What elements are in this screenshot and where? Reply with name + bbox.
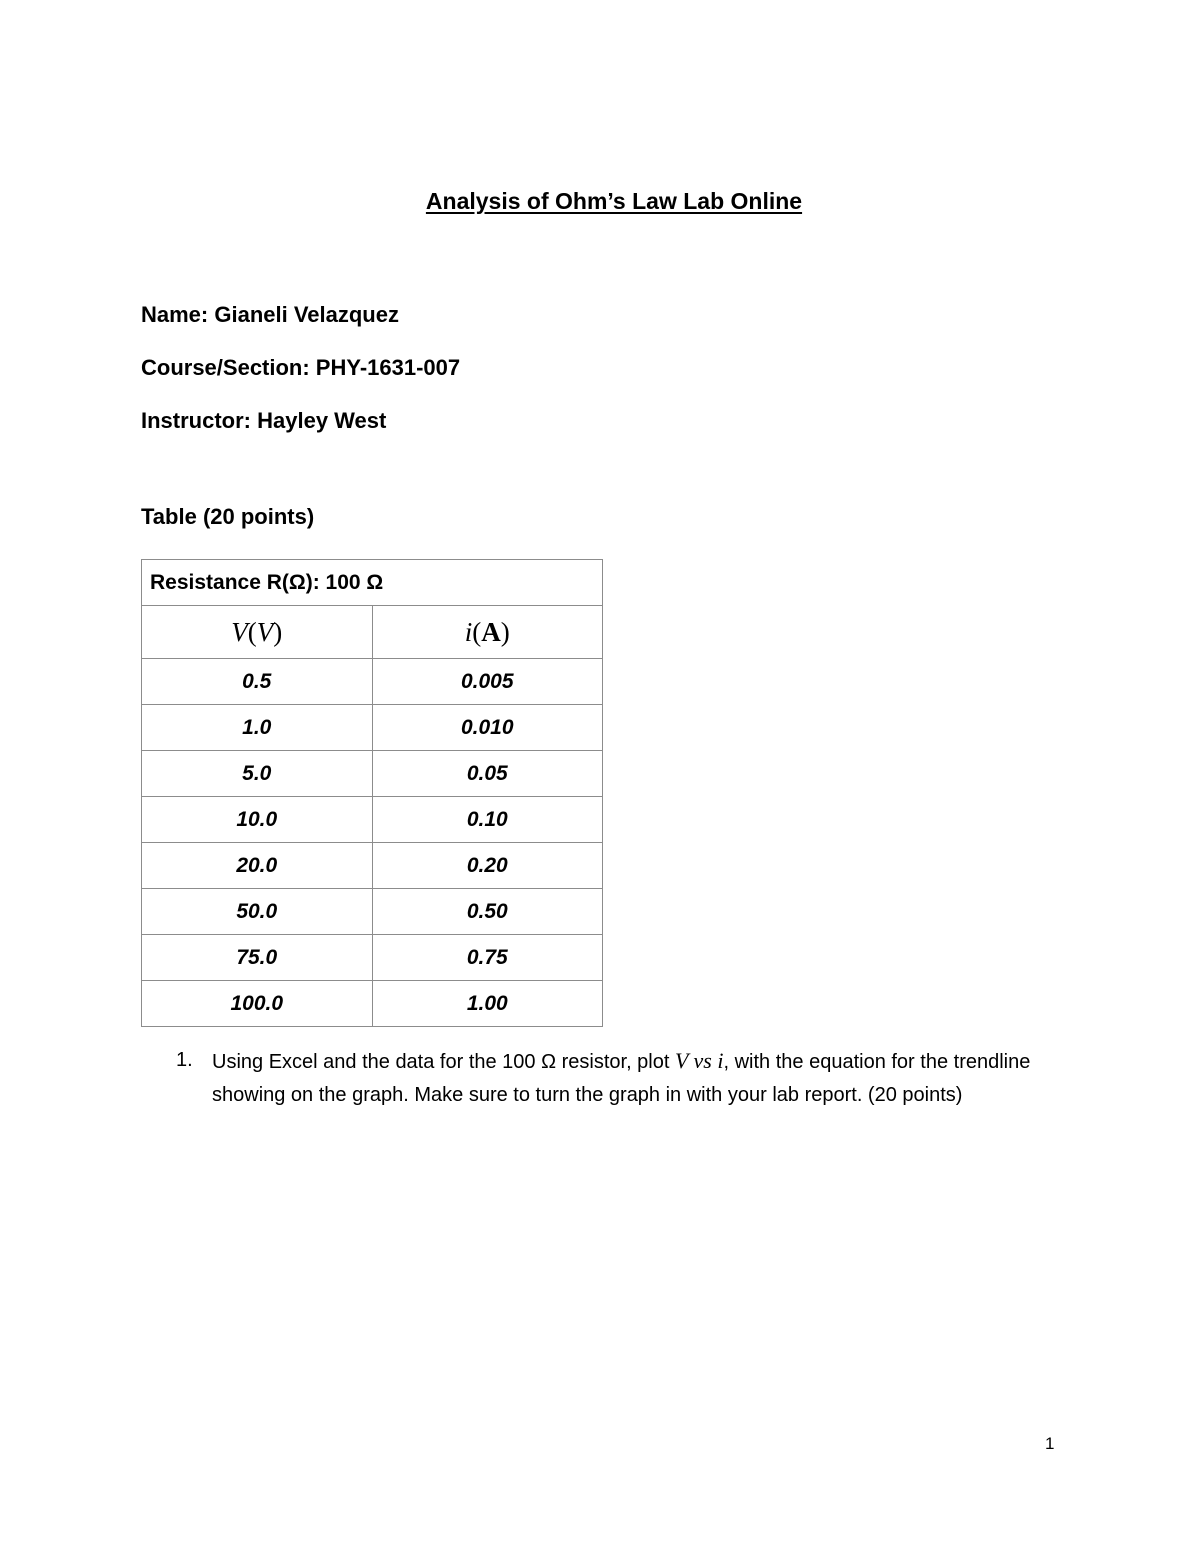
voltage-cell: 100.0 bbox=[142, 981, 373, 1027]
table-row bbox=[142, 981, 603, 1027]
student-name: Name: Gianeli Velazquez bbox=[141, 302, 399, 327]
voltage-cell: 10.0 bbox=[142, 797, 373, 843]
table-heading: Table (20 points) bbox=[141, 504, 315, 529]
current-cell: 0.010 bbox=[372, 705, 603, 751]
voltage-cell: 1.0 bbox=[142, 705, 373, 751]
course-section: Course/Section: PHY-1631-007 bbox=[141, 355, 461, 380]
resistance-row bbox=[142, 560, 603, 606]
current-cell: 0.10 bbox=[372, 797, 603, 843]
page-title: Analysis of Ohm’s Law Lab Online bbox=[425, 188, 803, 214]
voltage-cell: 20.0 bbox=[142, 843, 373, 889]
table-row bbox=[142, 705, 603, 751]
question-text bbox=[212, 1044, 1076, 1112]
column-header-row bbox=[142, 606, 603, 659]
resistance-label: Resistance R(Ω): 100 Ω bbox=[142, 560, 603, 606]
current-cell: 1.00 bbox=[372, 981, 603, 1027]
instructor-name: Instructor: Hayley West bbox=[141, 408, 387, 433]
question-text-before: Using Excel and the data for the 100 Ω resistor, plot bbox=[212, 1051, 675, 1073]
current-cell: 0.50 bbox=[372, 889, 603, 935]
table-row bbox=[142, 843, 603, 889]
current-cell: 0.05 bbox=[372, 751, 603, 797]
voltage-unit: V bbox=[256, 616, 274, 647]
current-unit: A bbox=[481, 616, 501, 647]
voltage-cell: 5.0 bbox=[142, 751, 373, 797]
question-math: V vs i bbox=[675, 1048, 724, 1073]
voltage-cell: 75.0 bbox=[142, 935, 373, 981]
question-number: 1. bbox=[176, 1049, 193, 1071]
current-cell: 0.005 bbox=[372, 659, 603, 705]
table-row bbox=[142, 935, 603, 981]
table-row bbox=[142, 797, 603, 843]
table-row bbox=[142, 889, 603, 935]
data-table bbox=[141, 559, 603, 1027]
question-1 bbox=[176, 1044, 1076, 1112]
question-text-after: , with the equation for the trendline showing on the graph. Make sure to turn the graph in with your lab report. (20 points) bbox=[212, 1051, 1031, 1106]
current-cell: 0.75 bbox=[372, 935, 603, 981]
table-row bbox=[142, 751, 603, 797]
current-cell: 0.20 bbox=[372, 843, 603, 889]
voltage-cell: 0.5 bbox=[142, 659, 373, 705]
table-row bbox=[142, 659, 603, 705]
current-symbol: i bbox=[464, 616, 473, 647]
voltage-column-header: V(V) bbox=[142, 606, 373, 659]
current-column-header: i(A) bbox=[372, 606, 603, 659]
voltage-symbol: V bbox=[231, 616, 248, 647]
voltage-cell: 50.0 bbox=[142, 889, 373, 935]
page-number: 1 bbox=[1045, 1434, 1055, 1453]
